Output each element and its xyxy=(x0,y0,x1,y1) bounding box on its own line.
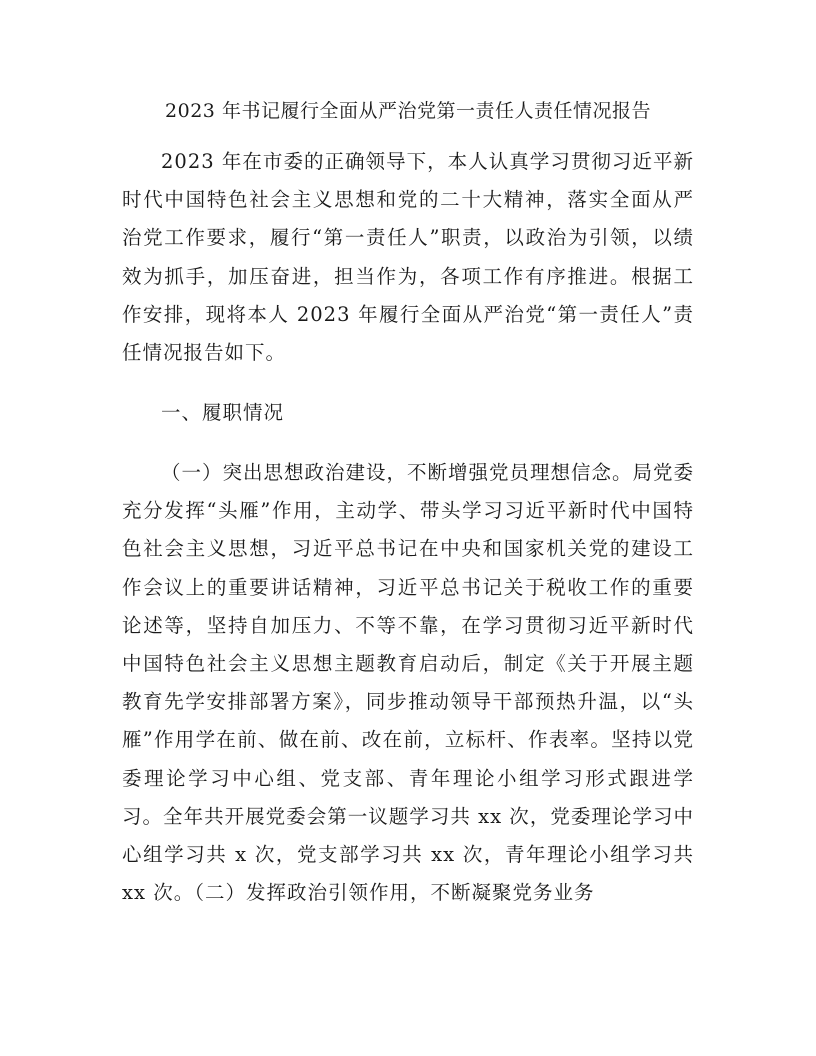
body-paragraph-performance: （一）突出思想政治建设，不断增强党员理想信念。局党委充分发挥“头雁”作用，主动学、带头学习习近平新时代中国特色社会主义思想，习近平总书记在中央和国家机关党的建设工作会议上的重要讲话精神，习近平总书记关于税收工作的重要论述等，坚持自加压力、不等不靠，在学习贯彻习近平新时代中国特色社会主义思想主题教育启动后，制定《关于开展主题教育先学安排部署方案》，同步推动领导干部预热升温，以“头雁”作用学在前、做在前、改在前，立标杆、作表率。坚持以党委理论学习中心组、党支部、青年理论小组学习形式跟进学习。全年共开展党委会第一议题学习共 xx 次，党委理论学习中心组学习共 x 次，党支部学习共 xx 次，青年理论小组学习共 xx 次。（二）发挥政治引领作用，不断凝聚党务业务 xyxy=(122,461,695,905)
document-title: 2023 年书记履行全面从严治党第一责任人责任情况报告 xyxy=(165,100,651,122)
section-heading: 一、履职情况 xyxy=(161,401,285,424)
body-paragraph-intro: 2023 年在市委的正确领导下，本人认真学习贯彻习近平新时代中国特色社会主义思想和党的二十大精神，落实全面从严治党工作要求，履行“第一责任人”职责，以政治为引领，以绩效为抓手，加压奋进，担当作为，各项工作有序推进。根据工作安排，现将本人 2023 年履行全面从严治党“第一责任人”责任情况报告如下。 xyxy=(122,150,694,365)
